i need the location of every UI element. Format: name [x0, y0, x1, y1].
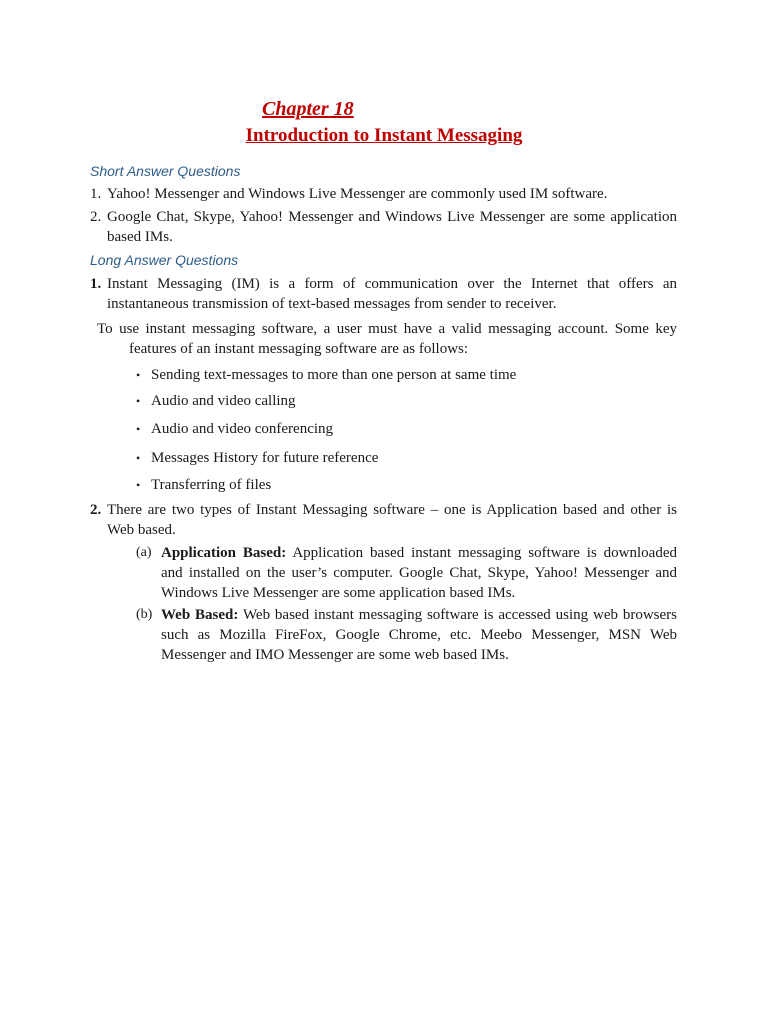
bullet-icon: • — [136, 422, 141, 436]
long-answer-1-number: 1. — [90, 276, 102, 292]
sub-item-a — [161, 543, 677, 603]
long-answer-1-intro-text: To use instant messaging software, a user must have a valid messaging account. Some key features of an instant messaging software are as follows: — [97, 321, 677, 357]
short-answer-2-text: Google Chat, Skype, Yahoo! Messenger and Windows Live Messenger are some application based IMs. — [107, 209, 677, 245]
feature-bullet-5-text: Transferring of files — [151, 477, 272, 493]
long-answer-2-text: There are two types of Instant Messaging software – one is Application based and other is Web based. — [107, 502, 677, 538]
feature-bullet-5 — [136, 475, 271, 495]
feature-bullet-4-text: Messages History for future reference — [151, 450, 379, 466]
sub-item-b-label: (b) — [136, 607, 153, 622]
feature-bullet-1-text: Sending text-messages to more than one person at same time — [151, 367, 517, 383]
bullet-icon: • — [136, 394, 141, 408]
chapter-heading: Chapter 18 — [262, 98, 354, 120]
feature-bullet-3-text: Audio and video conferencing — [151, 421, 334, 437]
sub-item-a-text: Application based instant messaging software is downloaded and installed on the user’s computer. Google Chat, Skype, Yahoo! Messenger and Windows Live Messenger are some application based IMs. — [161, 545, 677, 601]
sub-item-b-heading: Web Based: — [161, 607, 239, 623]
bullet-icon: • — [136, 451, 141, 465]
long-answer-2-number: 2. — [90, 502, 102, 518]
sub-item-a-heading: Application Based: — [161, 545, 287, 561]
feature-bullet-4 — [136, 448, 378, 468]
short-answer-1-number: 1. — [90, 186, 102, 202]
chapter-title-text: Introduction to Instant Messaging — [245, 125, 523, 146]
long-answer-1-text: Instant Messaging (IM) is a form of communication over the Internet that offers an instantaneous transmission of text-based messages from sender to receiver. — [107, 276, 677, 312]
bullet-icon: • — [136, 368, 141, 382]
long-answer-heading: Long Answer Questions — [90, 252, 239, 268]
short-answer-1-text: Yahoo! Messenger and Windows Live Messenger are commonly used IM software. — [107, 186, 608, 202]
feature-bullet-2-text: Audio and video calling — [151, 393, 296, 409]
feature-bullet-1 — [136, 365, 516, 385]
sub-item-a-label: (a) — [136, 545, 152, 560]
sub-item-b — [161, 605, 677, 665]
long-answer-1-intro — [97, 319, 677, 359]
bullet-icon: • — [136, 478, 141, 492]
feature-bullet-2 — [136, 391, 296, 411]
chapter-title — [0, 125, 768, 147]
short-answer-2-number: 2. — [90, 209, 102, 225]
sub-item-b-text: Web based instant messaging software is accessed using web browsers such as Mozilla FireFox, Google Chrome, etc. Meebo Messenger, MSN Web Messenger and IMO Messenger are some web based IMs. — [161, 607, 677, 663]
feature-bullet-3 — [136, 419, 333, 439]
short-answer-heading: Short Answer Questions — [90, 163, 241, 179]
